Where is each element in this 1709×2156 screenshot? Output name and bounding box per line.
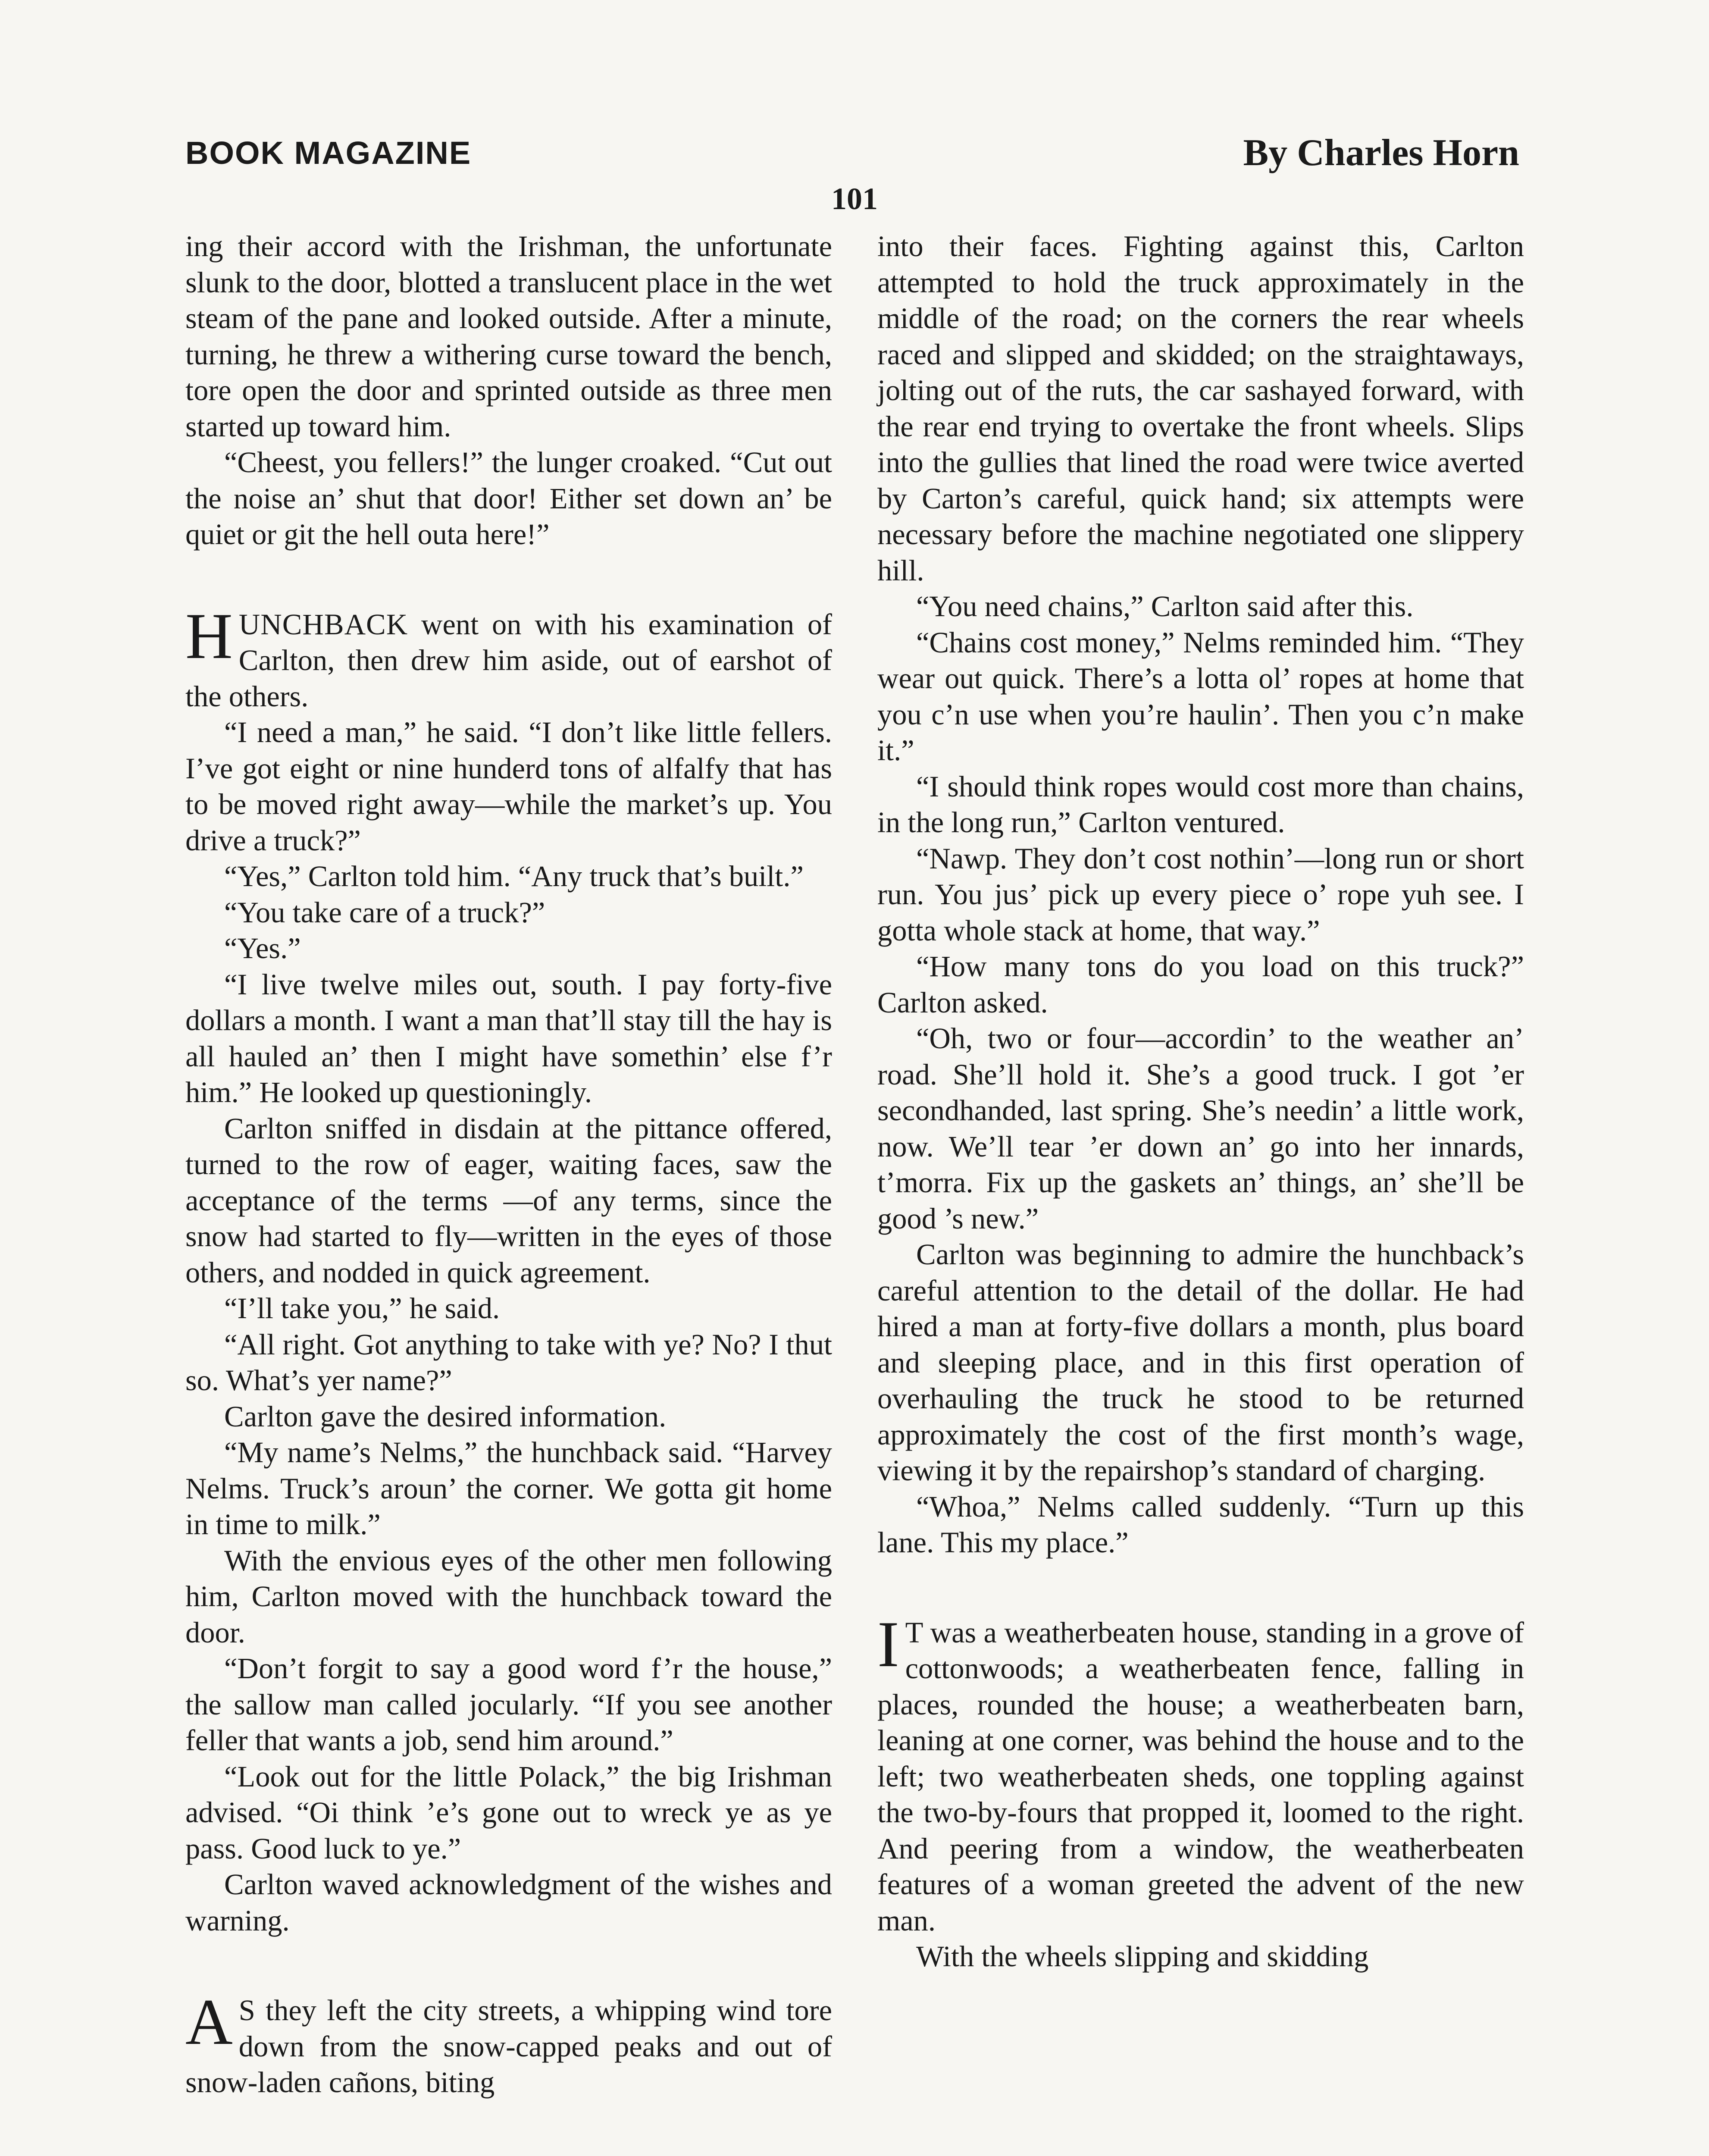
paragraph: “Cheest, you fellers!” the lunger croaked. “Cut out the noise an’ shut that door! Either set down an’ be quiet or git the hell outa here!” <box>185 446 832 551</box>
paragraph: Carlton was beginning to admire the hunchback’s careful attention to the detail of the dollar. He had hired a man at forty-five dollars a month, plus board and sleeping place, and in this first operation of overhauling the truck he stood to be returned approximately the cost of the first month’s wage, viewing it by the repairshop’s standard of charging. <box>877 1238 1524 1487</box>
magazine-title: BOOK MAGAZINE <box>185 135 472 171</box>
paragraph: “I should think ropes would cost more than chains, in the long run,” Carlton ventured. <box>877 770 1524 839</box>
drop-cap: A <box>185 1986 233 2058</box>
paragraph: “I need a man,” he said. “I don’t like little fellers. I’ve got eight or nine hunderd tons of alfalfy that has to be moved right away—while the market’s up. You drive a truck?” <box>185 716 832 857</box>
paragraph: “Yes,” Carlton told him. “Any truck that’s built.” <box>224 860 804 893</box>
paragraph-text: went on with his examination of Carlton, then drew him aside, out of earshot of the others. <box>185 608 832 713</box>
paragraph: “Don’t forgit to say a good word f’r the house,” the sallow man called jocularly. “If you see another feller that wants a job, send him around.” <box>185 1652 832 1757</box>
paragraph: “Whoa,” Nelms called suddenly. “Turn up this lane. This my place.” <box>877 1490 1524 1559</box>
right-column <box>877 229 1524 1975</box>
paragraph: “All right. Got anything to take with ye? No? I thut so. What’s yer name?” <box>185 1328 832 1397</box>
page-number: 101 <box>831 182 878 216</box>
paragraph: “Nawp. They don’t cost nothin’—long run or short run. You jus’ pick up every piece o’ rope yuh see. I gotta whole stack at home, that way.” <box>877 842 1524 947</box>
paragraph: “Look out for the little Polack,” the big Irishman advised. “Oi think ’e’s gone out to wreck ye as ye pass. Good luck to ye.” <box>185 1760 832 1865</box>
section-opening-paragraph <box>185 1986 832 2101</box>
paragraph: Carlton waved acknowledgment of the wishes and warning. <box>185 1868 832 1937</box>
paragraph: “I’ll take you,” he said. <box>224 1292 500 1325</box>
paragraph: With the wheels slipping and skidding <box>916 1940 1369 1973</box>
drop-cap: H <box>185 599 233 672</box>
left-column <box>185 229 832 2101</box>
paragraph: “You take care of a truck?” <box>224 896 545 929</box>
paragraph-text: T was a weatherbeaten house, standing in a grove of cottonwoods; a weatherbeaten fence, falling in places, rounded the house; a weatherbeaten barn, leaning at one corner, was behind the house and to the left; two weatherbeaten sheds, one toppling against the two-by-fours that propped it, loomed to the right. And peering from a window, the weatherbeaten features of a woman greeted the advent of the new man. <box>877 1616 1524 1937</box>
paragraph: Carlton sniffed in disdain at the pittance offered, turned to the row of eager, waiting faces, saw the acceptance of the terms —of any terms, since the snow had started to fly—written in the eyes of those others, and nodded in quick agreement. <box>185 1112 832 1289</box>
paragraph: Carlton gave the desired information. <box>224 1400 667 1433</box>
author-byline: By Charles Horn <box>1243 132 1519 174</box>
paragraph: “Chains cost money,” Nelms reminded him. “They wear out quick. There’s a lotta ol’ ropes at home that you c’n use when you’re haulin’. Then you c’n make it.” <box>877 626 1524 767</box>
drop-cap: I <box>877 1608 899 1680</box>
paragraph: “Oh, two or four—accordin’ to the weather an’ road. She’ll hold it. She’s a good truck. I got ’er secondhanded, last spring. She’s needin’ a little work, now. We’ll tear ’er down an’ go into her innards, t’morra. Fix up the gaskets an’ things, an’ she’ll be good ’s new.” <box>877 1022 1524 1235</box>
running-header <box>185 132 1519 182</box>
paragraph: “Yes.” <box>224 932 301 965</box>
paragraph: “You need chains,” Carlton said after this. <box>916 590 1414 623</box>
small-caps-lead: UNCHBACK <box>238 608 408 641</box>
paragraph: “My name’s Nelms,” the hunchback said. “Harvey Nelms. Truck’s aroun’ the corner. We gotta git home in time to milk.” <box>185 1436 832 1541</box>
paragraph-text: S they left the city streets, a whipping wind tore down from the snow-capped peaks and out of snow-laden cañons, biting <box>185 1994 832 2099</box>
paragraph: ing their accord with the Irishman, the unfortunate slunk to the door, blotted a translucent place in the wet steam of the pane and looked outside. After a minute, turning, he threw a withering curse toward the bench, tore open the door and sprinted outside as three men started up toward him. <box>185 230 832 443</box>
paragraph: “How many tons do you load on this truck?” Carlton asked. <box>877 950 1524 1019</box>
paragraph: “I live twelve miles out, south. I pay forty-five dollars a month. I want a man that’ll stay till the hay is all hauled an’ then I might have somethin’ else f’r him.” He looked up questioningly. <box>185 968 832 1109</box>
paragraph: into their faces. Fighting against this, Carlton attempted to hold the truck approximately in the middle of the road; on the corners the rear wheels raced and slipped and skidded; on the straightaways, jolting out of the ruts, the car sashayed forward, with the rear end trying to overtake the front wheels. Slips into the gullies that lined the road were twice averted by Carton’s careful, quick hand; six attempts were necessary before the machine negotiated one slippery hill. <box>877 230 1524 587</box>
paragraph: With the envious eyes of the other men following him, Carlton moved with the hunchback toward the door. <box>185 1544 832 1649</box>
section-opening-paragraph <box>877 1608 1524 1939</box>
section-opening-paragraph <box>185 599 832 715</box>
